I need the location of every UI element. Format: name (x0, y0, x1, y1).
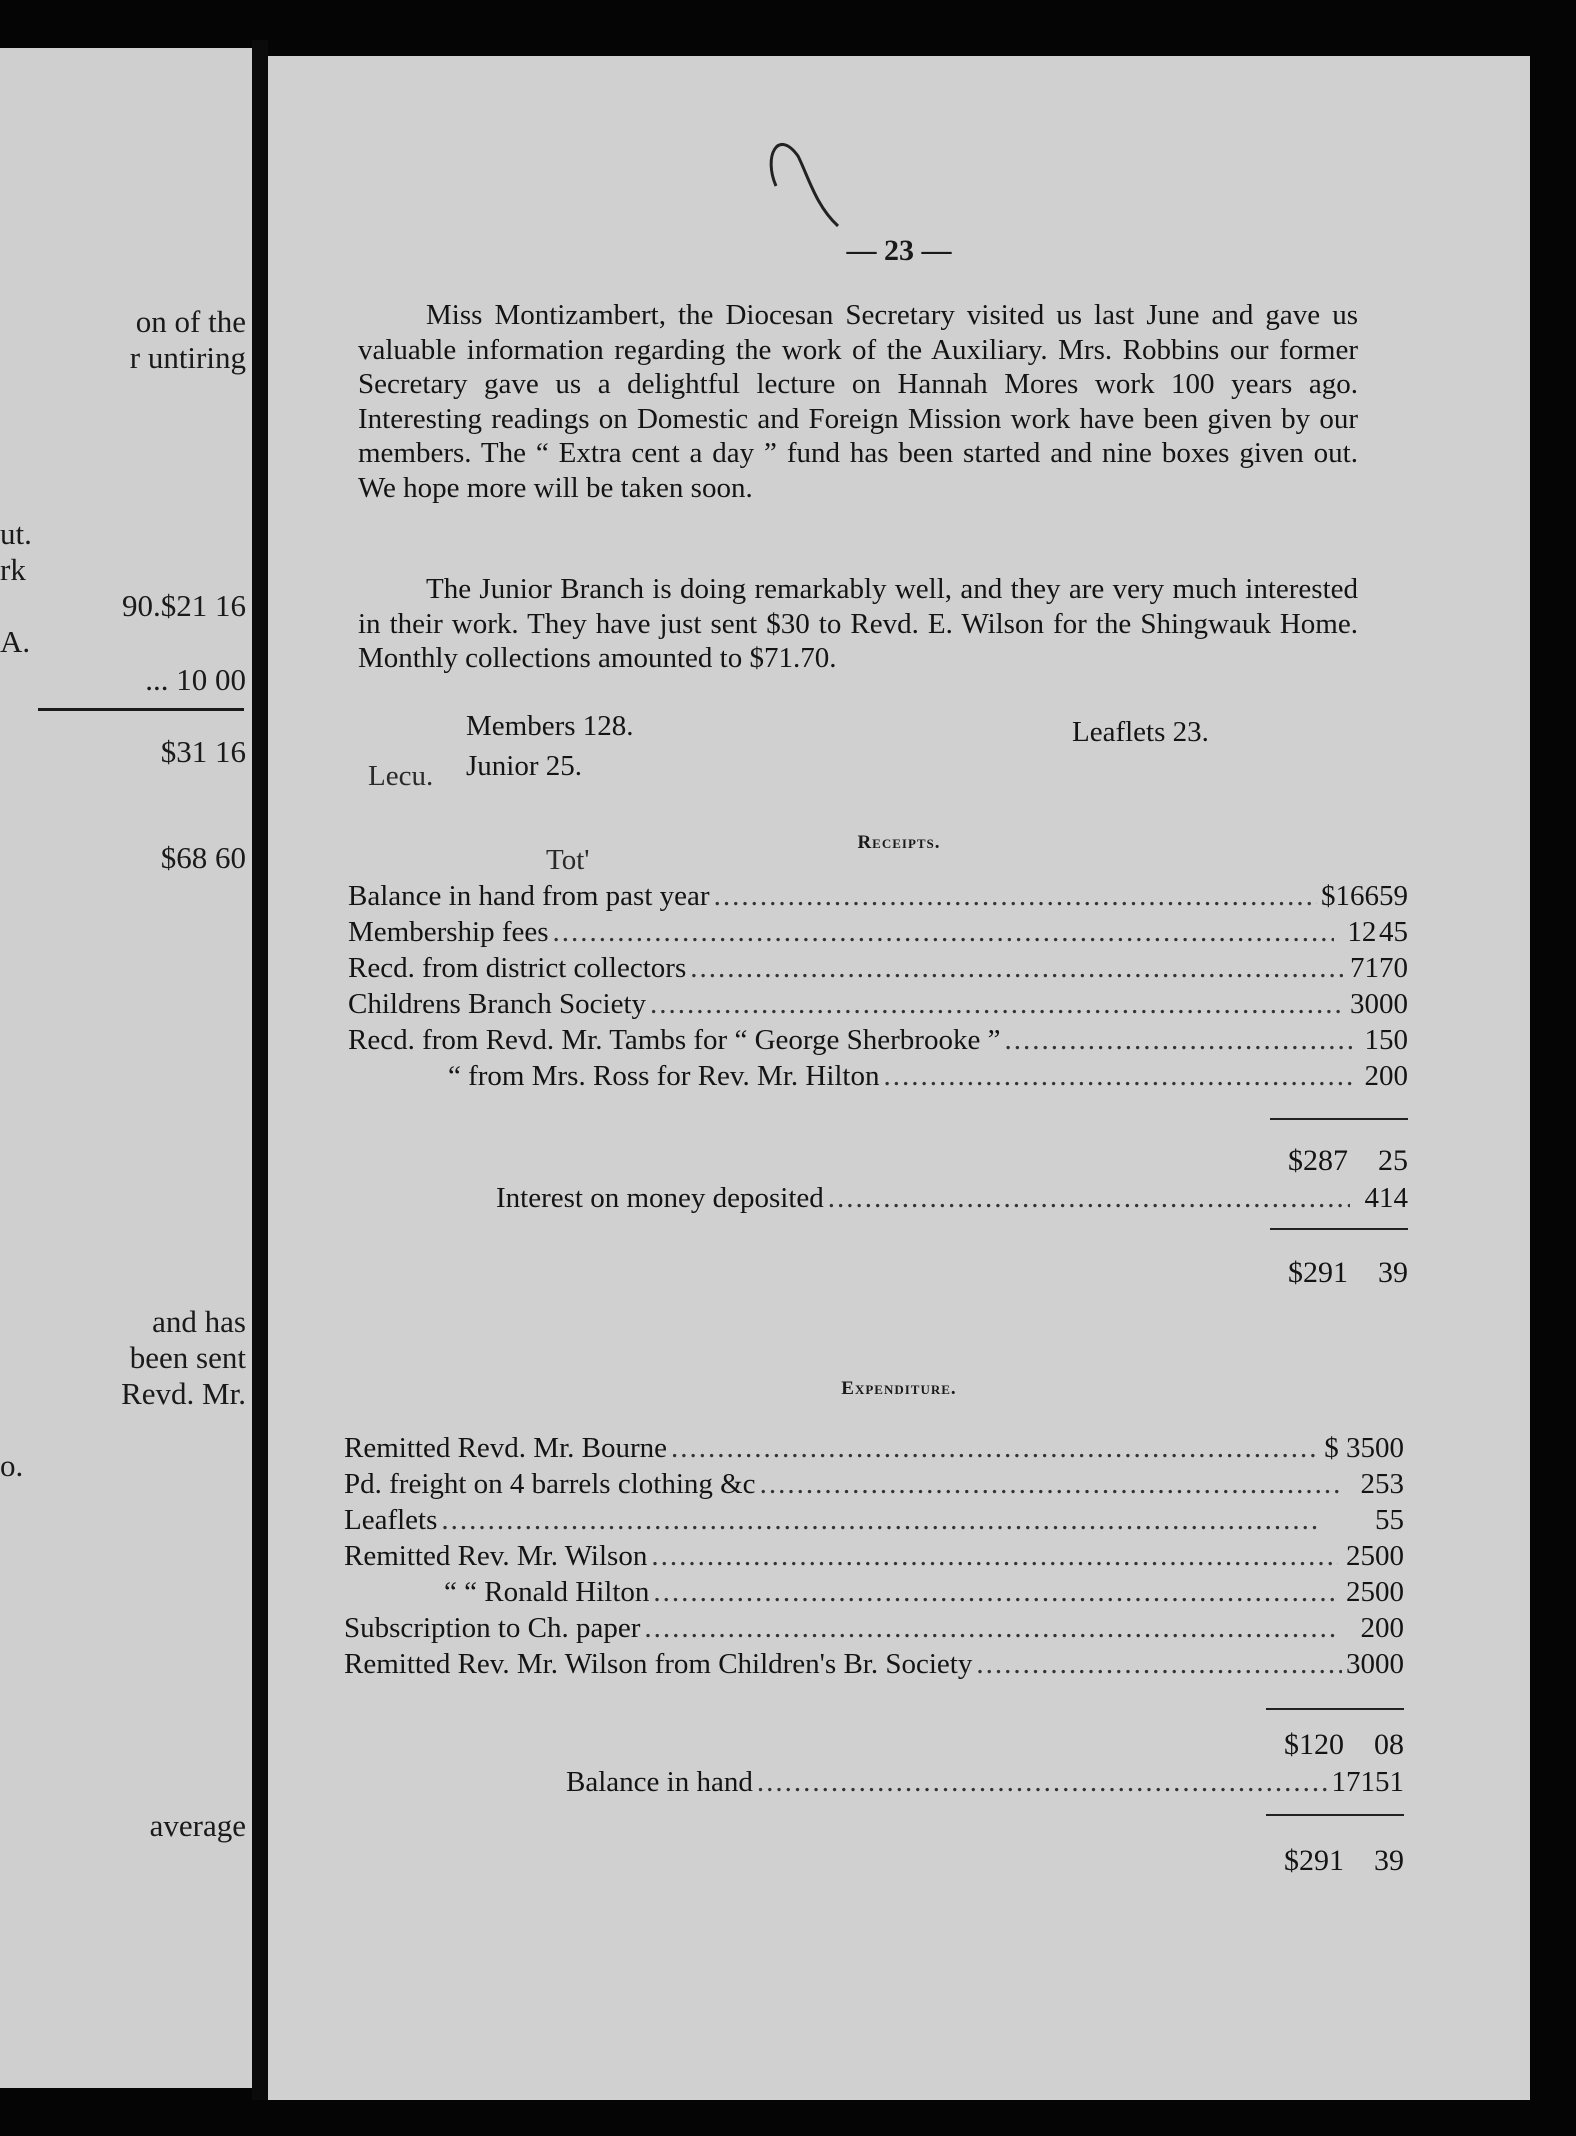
left-text-line: $31 16 (160, 734, 246, 769)
ledger-row (344, 1612, 1404, 1648)
ledger-label: Recd. from Revd. Mr. Tambs for “ George Sherbrooke ” (348, 1024, 1001, 1056)
leader-dots (690, 952, 1343, 985)
sum-rule (1270, 1228, 1408, 1236)
ledger-row (348, 952, 1408, 988)
left-text-line: $68 60 (160, 840, 246, 875)
ledger-cents: 45 (1379, 916, 1408, 948)
ledger-dollars: 71 (1350, 952, 1379, 984)
left-text-line: ... 10 00 (145, 662, 246, 697)
left-text-line: average (149, 1808, 246, 1843)
left-text-line: ut. (0, 516, 32, 551)
total-dollars: $291 (1288, 1256, 1348, 1289)
ledger-row (344, 1540, 1404, 1576)
interest-row (348, 1182, 1408, 1218)
left-text-line: on of the (135, 304, 246, 339)
ledger-cents: 53 (1375, 1468, 1404, 1500)
previous-page-fragment (0, 48, 252, 2088)
ledger-dollars: 30 (1346, 1648, 1375, 1680)
book-gutter (252, 40, 268, 2100)
members-count: Members 128. (466, 710, 634, 742)
ledger-cents: 00 (1379, 988, 1408, 1020)
subtotal-cents: 25 (1378, 1144, 1408, 1177)
ledger-row (348, 988, 1408, 1024)
ledger-row (348, 1024, 1408, 1060)
total-cents: 39 (1374, 1844, 1404, 1877)
total-dollars: $291 (1284, 1844, 1344, 1877)
sum-rule (1266, 1814, 1404, 1822)
leader-dots (1004, 1024, 1357, 1057)
left-text-line: Revd. Mr. (121, 1376, 246, 1411)
ledger-label: Childrens Branch Society (348, 988, 647, 1020)
expenditure-ledger (344, 1432, 1404, 1882)
leader-dots (976, 1648, 1342, 1681)
ledger-dollars: 2 (1360, 1468, 1375, 1500)
left-text-line: 90.$21 16 (122, 588, 246, 623)
ledger-cents: 00 (1375, 1432, 1404, 1464)
expenditure-subtotal (344, 1728, 1404, 1766)
balance-row (344, 1766, 1404, 1802)
ledger-label: Balance in hand (566, 1766, 753, 1798)
left-text-line: and has (152, 1304, 246, 1339)
left-text-line: o. (0, 1448, 24, 1483)
ledger-cents: 59 (1379, 880, 1408, 912)
ledger-label: Remitted Rev. Mr. Wilson from Children's Br. Society (344, 1648, 973, 1680)
leader-dots (757, 1766, 1328, 1799)
faint-text: Tot' (546, 844, 590, 876)
receipts-total (348, 1256, 1408, 1294)
leader-dots (650, 988, 1341, 1021)
ledger-label: Recd. from district collectors (348, 952, 687, 984)
ledger-label: Interest on money deposited (496, 1182, 824, 1214)
ledger-label: Remitted Revd. Mr. Bourne (344, 1432, 667, 1464)
ledger-dollars: $ 35 (1324, 1432, 1375, 1464)
left-text-line: rk (0, 552, 26, 587)
ledger-cents: 50 (1379, 1024, 1408, 1056)
ledger-row (344, 1468, 1404, 1504)
report-paragraph: Miss Montizambert, the Diocesan Secretary visited us last June and gave us valuable information regarding the work of the Auxiliary. Mrs. Robbins our former Secretary gave us a delightful lecture on Hannah Mores work 100 years ago. Interesting readings on Domestic and Foreign Mission work have been given by our members. The “ Extra cent a day ” fund has been started and nine boxes given out. We hope more will be taken soon. (358, 299, 1358, 504)
ledger-cents: 14 (1379, 1182, 1408, 1214)
ledger-cents: 00 (1375, 1612, 1404, 1644)
ledger-cents: 00 (1375, 1648, 1404, 1680)
left-sum-rule (38, 708, 244, 711)
ledger-row (344, 1504, 1404, 1540)
expenditure-heading: Expenditure. (841, 1378, 957, 1399)
subtotal-cents: 08 (1374, 1728, 1404, 1761)
subtotal-dollars: $287 (1288, 1144, 1348, 1177)
ledger-cents: 00 (1375, 1540, 1404, 1572)
ledger-dollars: 30 (1350, 988, 1379, 1020)
ledger-label: Remitted Rev. Mr. Wilson (344, 1540, 648, 1572)
leader-dots (553, 916, 1335, 949)
ledger-label: “ from Mrs. Ross for Rev. Mr. Hilton (448, 1060, 880, 1092)
ledger-row (344, 1648, 1404, 1684)
ledger-dollars: 1 (1364, 1024, 1379, 1056)
ledger-label: Membership fees (348, 916, 549, 948)
receipts-heading: Receipts. (857, 832, 941, 853)
leaflets-count: Leaflets 23. (1072, 716, 1209, 748)
ledger-dollars: 171 (1331, 1766, 1375, 1798)
total-cents: 39 (1378, 1256, 1408, 1289)
leader-dots (651, 1540, 1337, 1573)
leader-dots (828, 1182, 1350, 1215)
ledger-label: Pd. freight on 4 barrels clothing &c (344, 1468, 756, 1500)
receipts-ledger (348, 880, 1408, 1294)
left-text-line: been sent (129, 1340, 246, 1375)
ledger-dollars: $166 (1321, 880, 1379, 912)
ledger-dollars: 2 (1364, 1060, 1379, 1092)
sum-rule (1270, 1118, 1408, 1126)
ledger-label: “ “ Ronald Hilton (444, 1576, 650, 1608)
ledger-row (348, 880, 1408, 916)
ledger-row (348, 916, 1408, 952)
leader-dots (441, 1504, 1321, 1537)
junior-branch-paragraph: The Junior Branch is doing remarkably well, and they are very much interested in their work. They have just sent $30 to Revd. E. Wilson for the Shingwauk Home. Monthly collections amounted to $71.70. (358, 573, 1358, 674)
subtotal-dollars: $120 (1284, 1728, 1344, 1761)
ledger-label: Balance in hand from past year (348, 880, 710, 912)
leader-dots (884, 1060, 1353, 1093)
ledger-dollars: 4 (1364, 1182, 1379, 1214)
ledger-dollars: 25 (1346, 1576, 1375, 1608)
ledger-dollars: 12 (1347, 916, 1377, 948)
ledger-cents: 00 (1379, 1060, 1408, 1092)
page-number: — 23 — (846, 234, 952, 267)
leader-dots (644, 1612, 1337, 1645)
ledger-cents: 00 (1375, 1576, 1404, 1608)
ledger-cents: 55 (1375, 1504, 1404, 1536)
ledger-dollars: 2 (1360, 1612, 1375, 1644)
ledger-label: Subscription to Ch. paper (344, 1612, 641, 1644)
ledger-cents: 70 (1379, 952, 1408, 984)
faint-text: Lecu. (368, 760, 434, 792)
leader-dots (760, 1468, 1343, 1501)
document-page (268, 56, 1530, 2100)
ledger-row (344, 1576, 1404, 1612)
leader-dots (671, 1432, 1320, 1465)
sum-rule (1266, 1708, 1404, 1716)
ledger-label: Leaflets (344, 1504, 438, 1536)
left-text-line: r untiring (129, 340, 246, 375)
ledger-row (348, 1060, 1408, 1096)
receipts-subtotal (348, 1144, 1408, 1182)
junior-count: Junior 25. (466, 750, 582, 782)
ledger-cents: 51 (1375, 1766, 1404, 1798)
leader-dots (714, 880, 1317, 913)
left-text-line: A. (0, 624, 31, 659)
ledger-dollars: 25 (1346, 1540, 1375, 1572)
leader-dots (653, 1576, 1337, 1609)
ledger-row (344, 1432, 1404, 1468)
expenditure-total (344, 1844, 1404, 1882)
